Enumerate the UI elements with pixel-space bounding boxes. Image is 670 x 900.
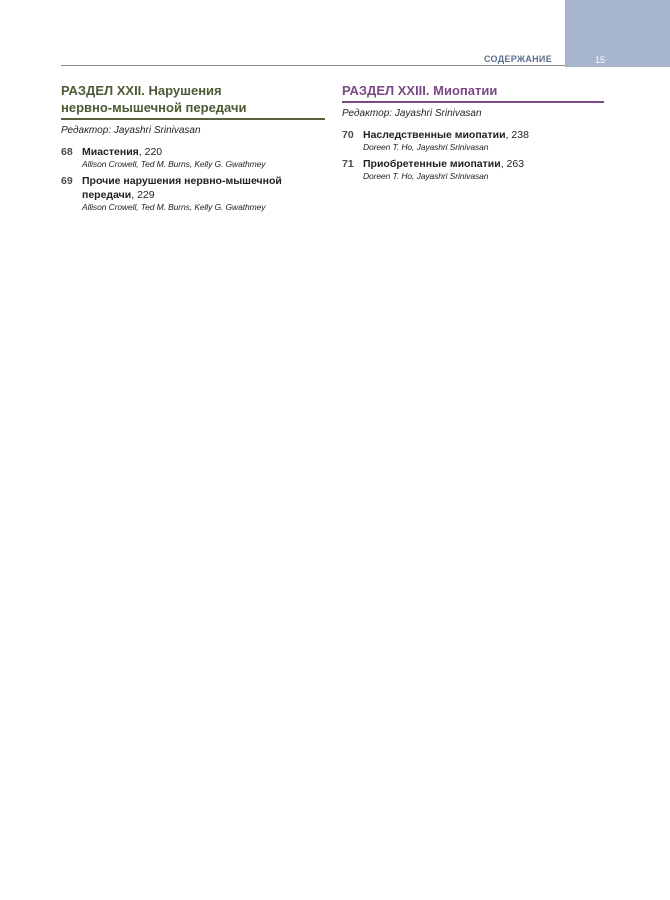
chapter-number: 68 — [61, 146, 73, 158]
chapter-title: Наследственные миопатии, 238 — [363, 129, 529, 141]
chapter-authors: Doreen T. Ho, Jayashri Srinivasan — [363, 142, 489, 152]
chapter-page: , 229 — [131, 189, 155, 201]
chapter-number: 70 — [342, 129, 354, 141]
chapter-authors: Doreen T. Ho, Jayashri Srinivasan — [363, 171, 489, 181]
section-rule — [61, 118, 325, 120]
chapter-page: , 220 — [138, 146, 163, 158]
chapter-page: , 238 — [505, 129, 529, 141]
section-rule — [342, 101, 604, 103]
section-editor: Редактор: Jayashri Srinivasan — [61, 125, 201, 136]
chapter-number: 71 — [342, 158, 354, 170]
chapter-title: Прочие нарушения нервно-мышечной передачи, 229 — [82, 175, 282, 201]
chapter-authors: Allison Crowell, Ted M. Burns, Kelly G. Gwathmey — [82, 202, 266, 212]
chapter-title: Миастения, 220 — [82, 146, 163, 158]
section-title: РАЗДЕЛ XXII. Нарушения нервно-мышечной передачи — [61, 83, 247, 115]
chapter-page: , 263 — [500, 158, 525, 170]
toc-entry[interactable] — [61, 145, 325, 170]
running-header: СОДЕРЖАНИЕ — [483, 54, 552, 64]
page-number: 15 — [595, 55, 606, 65]
toc-entry[interactable] — [61, 174, 325, 213]
chapter-number: 69 — [61, 175, 73, 187]
section-xxii — [61, 82, 325, 217]
page-tab — [565, 0, 670, 67]
toc-entry[interactable] — [342, 128, 604, 153]
toc-entry[interactable] — [342, 157, 604, 182]
section-title: РАЗДЕЛ XXIII. Миопатии — [342, 83, 498, 98]
chapter-title: Приобретенные миопатии, 263 — [363, 158, 525, 170]
chapter-authors: Allison Crowell, Ted M. Burns, Kelly G. Gwathmey — [82, 159, 266, 169]
section-xxiii — [342, 82, 604, 186]
header-rule — [61, 65, 565, 66]
section-editor: Редактор: Jayashri Srinivasan — [342, 108, 482, 119]
